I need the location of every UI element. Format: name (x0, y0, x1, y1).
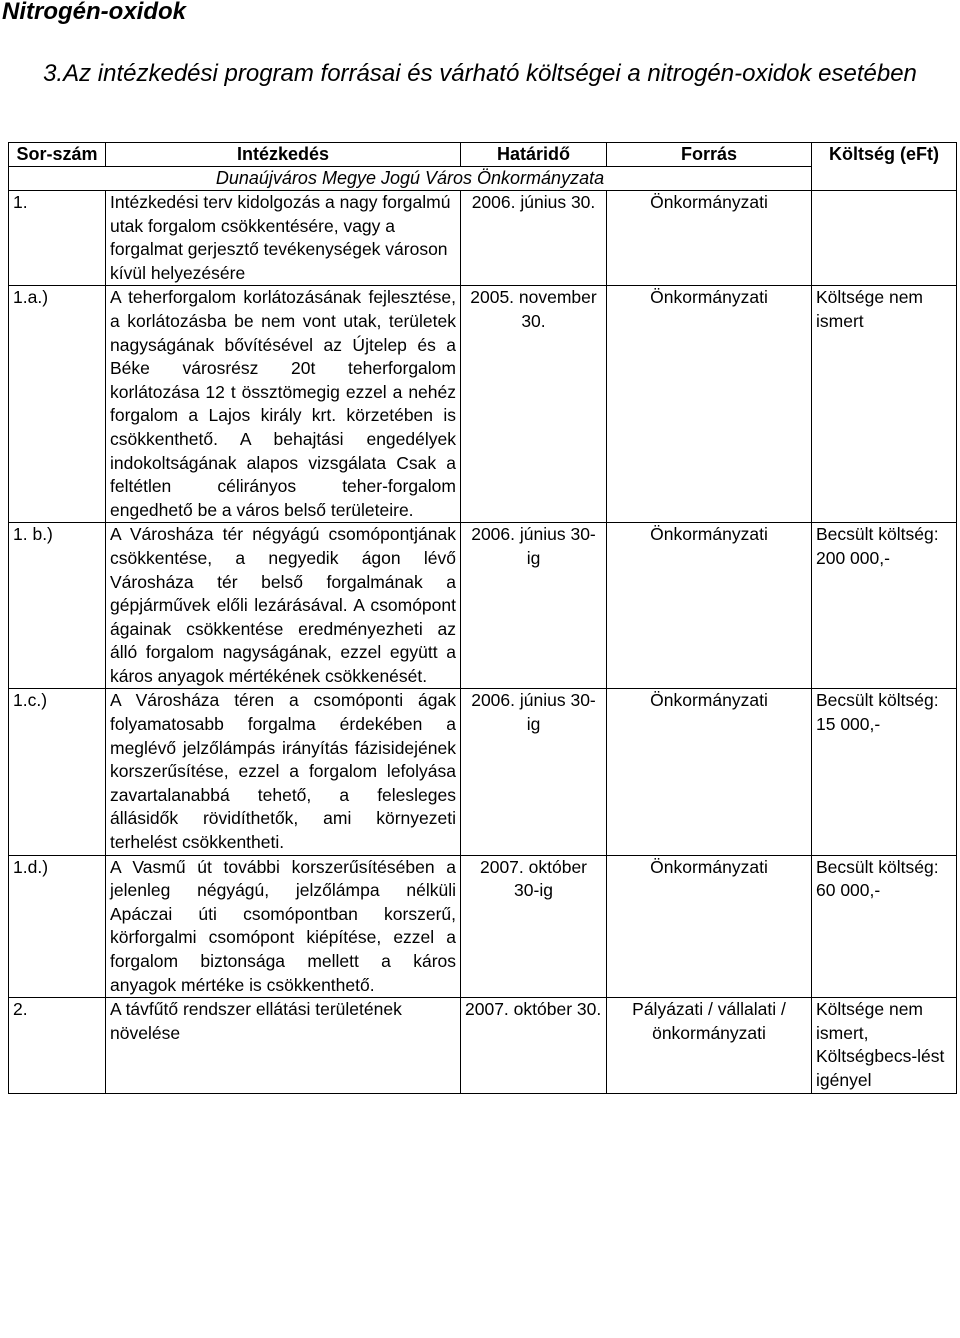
table-row (9, 998, 957, 1093)
row-cost (812, 191, 957, 286)
row-cost (812, 689, 957, 855)
row-deadline: 2006. június 30. (461, 191, 607, 286)
region-heading: Dunaújváros Megye Jogú Város Önkormányzata (9, 167, 812, 191)
section-title: 3.Az intézkedési program forrásai és várható költségei a nitrogén-oxidok esetében (43, 60, 917, 87)
row-number: 1.d.) (9, 855, 106, 998)
cost-value: 15 000,- (816, 714, 881, 735)
row-source: Önkormányzati (607, 286, 812, 523)
row-deadline: 2006. június 30-ig (461, 523, 607, 689)
header-source: Forrás (607, 143, 812, 167)
row-number: 1. b.) (9, 523, 106, 689)
row-action: Intézkedési terv kidolgozás a nagy forgalmú utak forgalom csökkentésére, vagy a forgalmat gerjesztő tevékenységek városon kívül helyezésére (106, 191, 461, 286)
table-row (9, 689, 957, 855)
header-deadline: Határidő (461, 143, 607, 167)
row-deadline: 2005. november 30. (461, 286, 607, 523)
row-action: A Városháza téren a csomóponti ágak folyamatosabb forgalma érdekében a meglévő jelzőlámpás irányítás fázisidejének korszerűsítése, ezzel a forgalom lefolyása zavartalanabbá tehető, a felesleges állásidők rövidíthetők, ami környezeti terhelést csökkentheti. (106, 689, 461, 855)
row-cost (812, 523, 957, 689)
cost-label: Becsült költség: (816, 690, 939, 711)
row-number: 1.c.) (9, 689, 106, 855)
row-action: A Városháza tér négyágú csomópontjának csökkentése, a negyedik ágon lévő Városháza tér belső forgalmának a gépjárművek előli lezárásával. A csomópont ágainak csökkentése eredményezheti az álló forgalom nagyságának, ezzel együtt a káros anyagok mértékének csökkenését. (106, 523, 461, 689)
row-action: A teherforgalom korlátozásának fejlesztése, a korlátozásba be nem vont utak, területek nagyságának bővítésével az Újtelep és a Béke városrész 20t teherforgalom korlátozása 12 t össztömegig ezzel a nehéz forgalom a Lajos király krt. körzetében is csökkenthető. A behajtási engedélyek indokoltságának alapos vizsgálata Csak a feltétlen célirányos teher-forgalom engedhető be a város belső területeire. (106, 286, 461, 523)
row-cost (812, 855, 957, 998)
row-source: Önkormányzati (607, 191, 812, 286)
cost-value: 60 000,- (816, 880, 881, 901)
header-action: Intézkedés (106, 143, 461, 167)
table-row (9, 523, 957, 689)
row-source: Önkormányzati (607, 523, 812, 689)
cost-label: Becsült költség: (816, 524, 939, 545)
measures-table (8, 142, 957, 1094)
header-number: Sor-szám (9, 143, 106, 167)
table-row (9, 191, 957, 286)
row-action: A Vasmű út további korszerűsítésében a jelenleg négyágú, jelzőlámpa nélküli Apáczai úti csomópontban korszerű, körforgalmi csomópont kiépítése, ezzel a forgalom biztonsága mellett a káros anyagok mértéke is csökkenthető. (106, 855, 461, 998)
table-row (9, 286, 957, 523)
cost-value: 200 000,- (816, 547, 890, 568)
row-deadline: 2007. október 30-ig (461, 855, 607, 998)
row-source: Pályázati / vállalati / önkormányzati (607, 998, 812, 1093)
row-cost: Költsége nem ismert (812, 286, 957, 523)
row-source: Önkormányzati (607, 689, 812, 855)
header-cost: Költség (eFt) (812, 143, 957, 191)
row-number: 1.a.) (9, 286, 106, 523)
header-row (9, 143, 957, 167)
row-cost: Költsége nem ismert, Költségbecs-lést igényel (812, 998, 957, 1093)
table-row (9, 855, 957, 998)
row-deadline: 2007. október 30. (461, 998, 607, 1093)
row-number: 2. (9, 998, 106, 1093)
cost-label: Becsült költség: (816, 856, 939, 877)
row-number: 1. (9, 191, 106, 286)
document-title: Nitrogén-oxidok (2, 0, 186, 25)
row-deadline: 2006. június 30-ig (461, 689, 607, 855)
row-source: Önkormányzati (607, 855, 812, 998)
row-action: A távfűtő rendszer ellátási területének növelése (106, 998, 461, 1093)
